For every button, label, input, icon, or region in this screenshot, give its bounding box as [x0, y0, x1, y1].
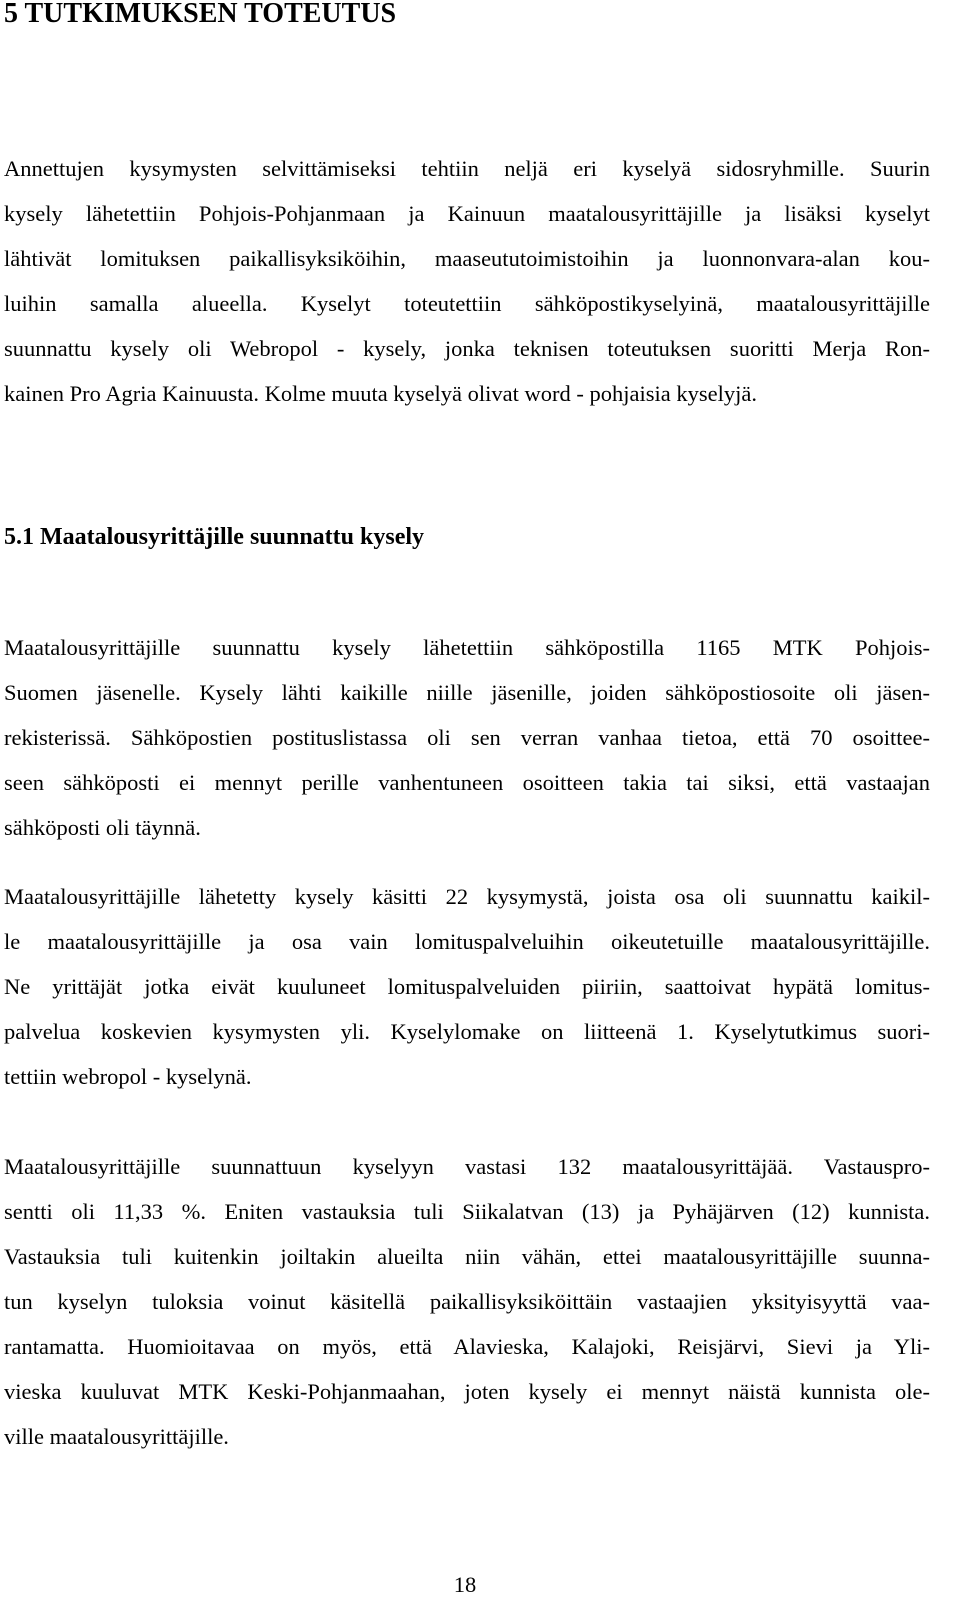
chapter-heading: 5 TUTKIMUKSEN TOTEUTUS — [4, 0, 397, 29]
paragraph-line: tettiin webropol - kyselynä. — [4, 1064, 252, 1089]
paragraph-line: sähköposti oli täynnä. — [4, 815, 201, 840]
paragraph-line: Ne yrittäjät jotka eivät kuuluneet lomituspalveluiden piiriin, saattoivat hypätä lomitus- — [4, 974, 930, 999]
paragraph-line: Maatalousyrittäjille suunnattuun kyselyyn vastasi 132 maatalousyrittäjää. Vastauspro- — [4, 1154, 930, 1179]
section-heading: 5.1 Maatalousyrittäjille suunnattu kysely — [4, 524, 425, 550]
paragraph-line: luihin samalla alueella. Kyselyt toteutettiin sähköpostikyselyinä, maatalousyrittäjille — [4, 291, 930, 316]
paragraph-line: Annettujen kysymysten selvittämiseksi tehtiin neljä eri kyselyä sidosryhmille. Suurin — [4, 156, 930, 181]
paragraph-line: Maatalousyrittäjille lähetetty kysely käsitti 22 kysymystä, joista osa oli suunnattu kaikil- — [4, 884, 930, 909]
paragraph-line: tun kyselyn tuloksia voinut käsitellä paikallisyksiköittäin vastaajien yksityisyyttä vaa- — [4, 1289, 930, 1314]
paragraph-line: sentti oli 11,33 %. Eniten vastauksia tuli Siikalatvan (13) ja Pyhäjärven (12) kunnista. — [4, 1199, 930, 1224]
paragraph-line: seen sähköposti ei mennyt perille vanhentuneen osoitteen takia tai siksi, että vastaajan — [4, 770, 930, 795]
paragraph-line: rantamatta. Huomioitavaa on myös, että Alavieska, Kalajoki, Reisjärvi, Sievi ja Yli- — [4, 1334, 930, 1359]
paragraph-line: kainen Pro Agria Kainuusta. Kolme muuta kyselyä olivat word - pohjaisia kyselyjä. — [4, 381, 757, 406]
paragraph-line: suunnattu kysely oli Webropol - kysely, jonka teknisen toteutuksen suoritti Merja Ron- — [4, 336, 930, 361]
page-number: 18 — [453, 1572, 477, 1597]
paragraph-line: palvelua koskevien kysymysten yli. Kyselylomake on liitteenä 1. Kyselytutkimus suori- — [4, 1019, 930, 1044]
paragraph-line: vieska kuuluvat MTK Keski-Pohjanmaahan, joten kysely ei mennyt näistä kunnista ole- — [4, 1379, 930, 1404]
paragraph-line: ville maatalousyrittäjille. — [4, 1424, 229, 1449]
paragraph-line: Vastauksia tuli kuitenkin joiltakin alueilta niin vähän, ettei maatalousyrittäjille suunna- — [4, 1244, 930, 1269]
paragraph-line: lähtivät lomituksen paikallisyksiköihin, maaseututoimistoihin ja luonnonvara-alan kou- — [4, 246, 930, 271]
paragraph-line: Maatalousyrittäjille suunnattu kysely lähetettiin sähköpostilla 1165 MTK Pohjois- — [4, 635, 930, 660]
paragraph-line: rekisterissä. Sähköpostien postituslistassa oli sen verran vanhaa tietoa, että 70 osoittee- — [4, 725, 930, 750]
paragraph-line: Suomen jäsenelle. Kysely lähti kaikille niille jäsenille, joiden sähköpostiosoite oli jäsen- — [4, 680, 930, 705]
paragraph-line: kysely lähetettiin Pohjois-Pohjanmaan ja Kainuun maatalousyrittäjille ja lisäksi kyselyt — [4, 201, 930, 226]
paragraph-line: le maatalousyrittäjille ja osa vain lomituspalveluihin oikeutetuille maatalousyrittäjille. — [4, 929, 930, 954]
